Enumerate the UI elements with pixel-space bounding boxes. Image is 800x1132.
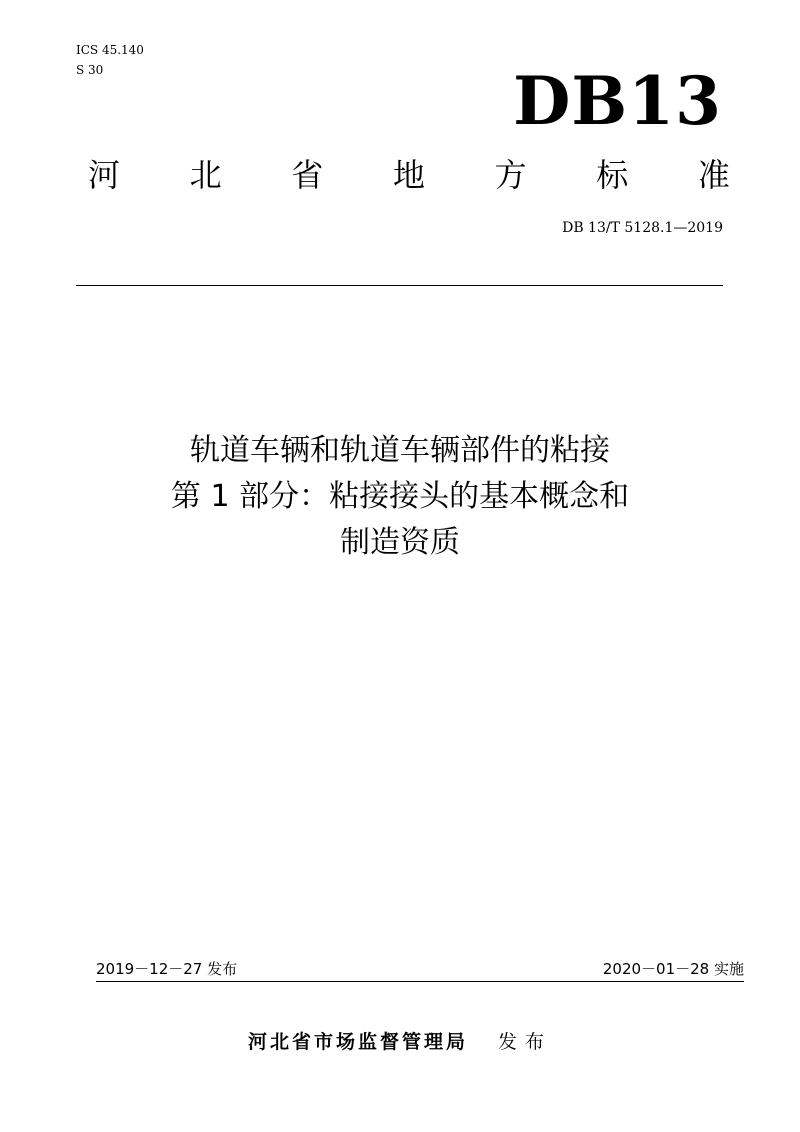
standard-type-char: 地	[392, 156, 425, 194]
standard-type-char: 准	[697, 156, 730, 194]
classification-codes	[76, 40, 144, 80]
standard-type-char: 标	[596, 156, 629, 194]
standard-type-char: 北	[189, 156, 222, 194]
header-divider	[76, 285, 723, 286]
standard-type-title	[84, 152, 734, 198]
title-line: 轨道车辆和轨道车辆部件的粘接	[190, 433, 610, 468]
issue-date: 2019－12－27 发布	[96, 958, 237, 982]
publish-action: 发布	[498, 1031, 553, 1053]
publisher-organization: 河北省市场监督管理局	[247, 1031, 468, 1053]
ccs-code: S 30	[76, 63, 104, 77]
implementation-date: 2020－01－28 实施	[603, 958, 744, 982]
title-line: 第 1 部分：粘接接头的基本概念和	[170, 479, 630, 514]
publisher-line	[0, 1028, 800, 1056]
standard-number: DB 13/T 5128.1—2019	[562, 220, 723, 236]
standard-type-char: 省	[291, 156, 324, 194]
document-title	[60, 428, 740, 566]
ics-code: ICS 45.140	[76, 43, 144, 57]
footer-divider	[96, 981, 744, 982]
standard-logo: DB13	[513, 62, 722, 140]
standard-type-char: 方	[494, 156, 527, 194]
title-line: 制造资质	[340, 525, 460, 560]
standard-type-char: 河	[87, 156, 120, 194]
